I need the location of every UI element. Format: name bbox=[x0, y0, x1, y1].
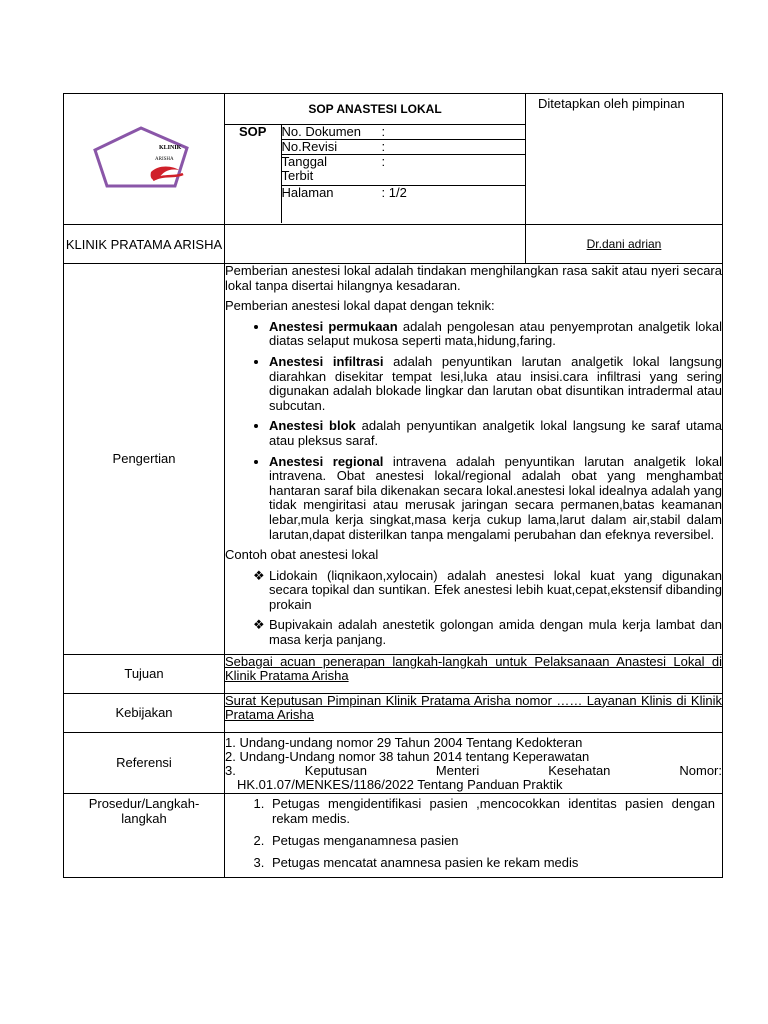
list-item: • Anestesi permukaan adalah pengolesan atau penyemprotan analgetik lokal diatas selaput mukosa seperti mata,hidung,faring. bbox=[269, 320, 722, 349]
referensi-item: 2. Undang-Undang nomor 38 tahun 2014 tentang Keperawatan bbox=[225, 748, 590, 764]
approval-cell bbox=[526, 94, 723, 225]
doc-title: SOP ANASTESI LOKAL bbox=[308, 102, 442, 116]
prosedur-content bbox=[225, 793, 723, 877]
list-item: • Anestesi regional intravena adalah penyuntikan larutan analgetik lokal intravena. Obat anestesi lokal/regional adalah obat yang menghambat hantaran saraf bila dikenakan secara lokal.anestesi lokal idealnya adalah yang tidak mengiritasi atau merusak jaringan secara permanen,batas keamanan lebar,mula kerja singkat,masa kerja cukup lama,larut dalam air,stabil dalam larutan,dapat disterilkan tanpa mengalami perubahan dan efeknya reversibel. bbox=[269, 455, 722, 543]
referensi-content bbox=[225, 732, 723, 793]
prosedur-label: Prosedur/Langkah-langkah bbox=[64, 793, 225, 877]
empty-cell bbox=[225, 225, 526, 264]
tujuan-label: Tujuan bbox=[64, 654, 225, 693]
kebijakan-content bbox=[225, 693, 723, 732]
clinic-name: KLINIK PRATAMA ARISHA bbox=[64, 225, 225, 264]
clinic-logo bbox=[89, 122, 199, 192]
referensi-label: Referensi bbox=[64, 732, 225, 793]
list-item: 3. Petugas mencatat anamnesa pasien ke rekam medis bbox=[268, 855, 715, 870]
list-item: ❖ Bupivakain adalah anestetik golongan amida dengan mula kerja lambat dan masa kerja panjang. bbox=[253, 617, 722, 648]
sop-document bbox=[63, 93, 722, 878]
sop-table bbox=[63, 93, 723, 878]
list-item: • Anestesi infiltrasi adalah penyuntikan larutan analgetik lokal langsung diarahkan disekitar tempat lesi,luka atau insisi.cara infiltrasi yang sering digunakan adalah blokade lingkar dan larutan obat disuntikan intradermal atau subcutan. bbox=[269, 355, 722, 413]
field-no-dokumen: No. Dokumen : bbox=[281, 125, 525, 140]
logo-text-1: KLINIK bbox=[159, 144, 182, 151]
doctor-name: Dr.dani adrian bbox=[526, 225, 723, 264]
approved-by-label: Ditetapkan oleh pimpinan bbox=[538, 96, 685, 111]
diamond-bullet-icon: ❖ bbox=[253, 567, 265, 583]
pengertian-label: Pengertian bbox=[64, 264, 225, 655]
sop-label: SOP bbox=[225, 125, 281, 224]
field-no-revisi: No.Revisi : bbox=[281, 140, 525, 155]
referensi-item: 3. Keputusan Menteri Kesehatan Nomor: bbox=[225, 762, 722, 778]
tujuan-text: Sebagai acuan penerapan langkah-langkah untuk Pelaksanaan Anastesi Lokal di Klinik Pratama Arisha bbox=[225, 653, 722, 683]
technique-list bbox=[225, 320, 722, 542]
tujuan-content bbox=[225, 654, 723, 693]
pengertian-p1: Pemberian anestesi lokal adalah tindakan menghilangkan rasa sakit atau nyeri secara lokal tanpa disertai hilangnya kesadaran. bbox=[225, 263, 722, 293]
list-item: 1. Petugas mengidentifikasi pasien ,mencocokkan identitas pasien dengan rekam medis. bbox=[268, 796, 715, 826]
list-item: ❖ Lidokain (liqnikaon,xylocain) adalah anestesi lokal kuat yang digunakan secara topikal dan suntikan. Efek anestesi lebih kuat,cepat,ekstensif dibanding prokain bbox=[253, 567, 722, 612]
example-list bbox=[225, 569, 722, 648]
pengertian-p3: Contoh obat anestesi lokal bbox=[225, 547, 379, 563]
list-item: • Anestesi blok adalah penyuntikan analgetik lokal langsung ke saraf utama atau pleksus saraf. bbox=[269, 419, 722, 448]
doc-meta-table bbox=[225, 124, 525, 223]
logo-cell bbox=[64, 94, 225, 225]
diamond-bullet-icon: ❖ bbox=[253, 617, 265, 633]
steps-list bbox=[232, 796, 715, 870]
kebijakan-label: Kebijakan bbox=[64, 693, 225, 732]
referensi-item: 1. Undang-undang nomor 29 Tahun 2004 Tentang Kedokteran bbox=[225, 734, 583, 750]
logo-text-2: ARISHA bbox=[155, 156, 174, 162]
list-item: 2. Petugas menganamnesa pasien bbox=[268, 833, 715, 848]
pengertian-p2: Pemberian anestesi lokal dapat dengan teknik: bbox=[225, 298, 495, 314]
field-tanggal-terbit: Tanggal Terbit : bbox=[281, 155, 525, 186]
field-halaman: Halaman : 1/2 bbox=[281, 186, 525, 224]
referensi-item: HK.01.07/MENKES/1186/2022 Tentang Panduan Praktik bbox=[237, 776, 563, 792]
title-cell bbox=[225, 94, 526, 225]
pengertian-content bbox=[225, 264, 723, 655]
kebijakan-text: Surat Keputusan Pimpinan Klinik Pratama Arisha nomor …… Layanan Klinis di Klinik Pratama Arisha bbox=[225, 692, 722, 722]
